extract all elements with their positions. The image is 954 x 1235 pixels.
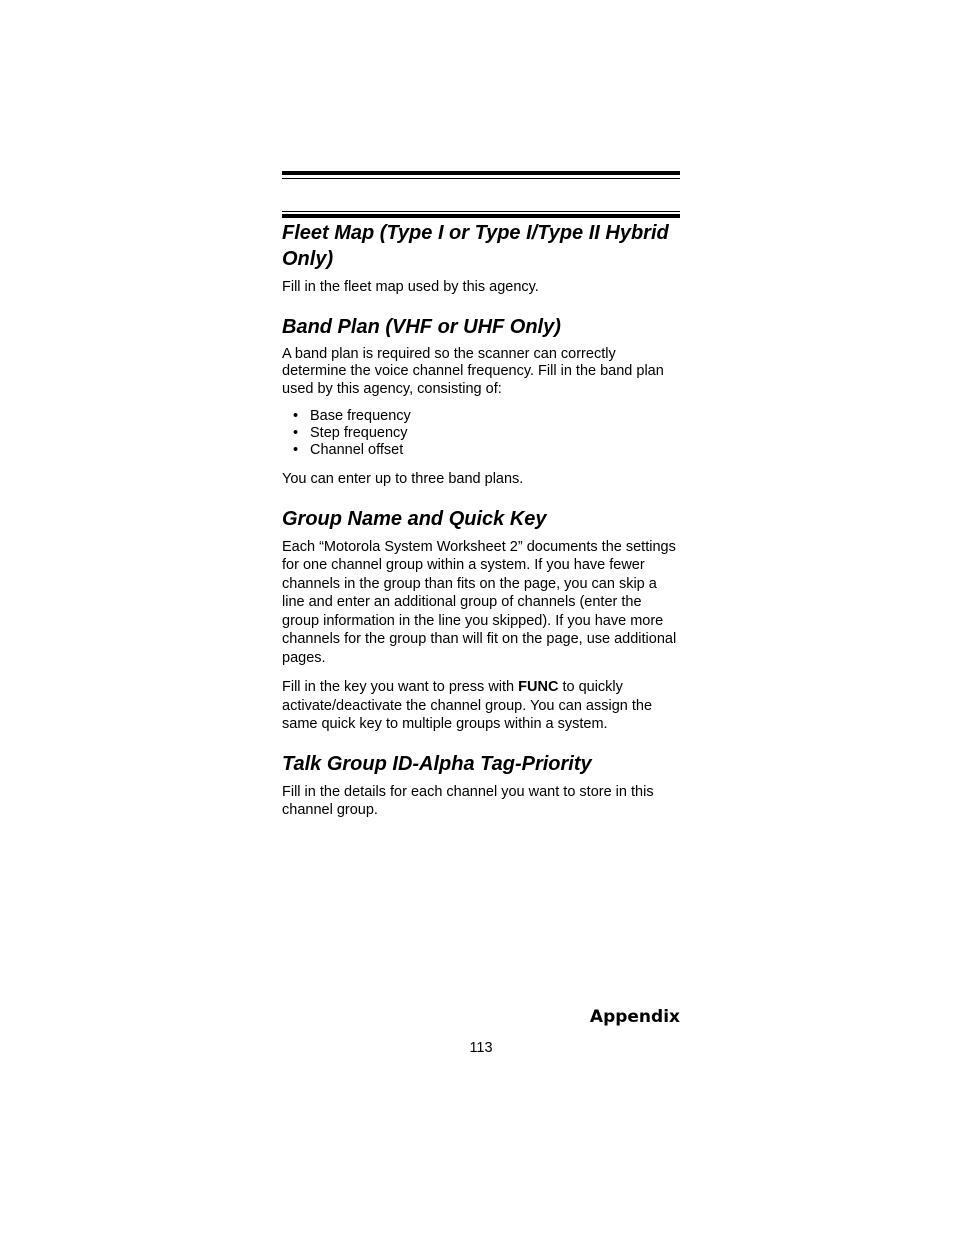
talk-group-heading: Talk Group ID-Alpha Tag-Priority — [282, 752, 592, 775]
func-key-label: FUNC — [518, 679, 559, 695]
group-name-heading: Group Name and Quick Key — [282, 507, 547, 530]
list-item-text: Step frequency — [310, 425, 408, 441]
talk-group-body: Fill in the details for each channel you want to store in this channel group. — [282, 783, 654, 818]
manual-page — [282, 0, 680, 1235]
fleet-map-heading: Fleet Map (Type I or Type I/Type II Hybrid Only) — [282, 222, 669, 270]
para2-text-start: Fill in the key you want to press with — [282, 679, 519, 695]
section-label: Appendix — [589, 1007, 680, 1027]
list-item — [282, 425, 680, 442]
section-rule-thin — [282, 211, 680, 212]
group-name-paragraph-1: Each “Motorola System Worksheet 2” documents the settings for one channel group within a system. If you have fewer channels in the group than fits on the page, you can skip a line and enter an additional group of channels (enter the group information in the line you skipped). If you have more channels for the group than will fit on the page, use additional pages. — [282, 538, 677, 666]
page-content — [282, 219, 680, 820]
fleet-map-body: Fill in the fleet map used by this agency. — [282, 279, 539, 295]
list-item — [282, 442, 680, 459]
header-rule-thin — [282, 178, 680, 179]
band-plan-intro: A band plan is required so the scanner can correctly determine the voice channel frequency. Fill in the band plan used by this agency, consisting of: — [282, 345, 664, 397]
page-number: 113 — [469, 1040, 493, 1056]
para2-text-end: to quickly activate/deactivate the channel group. You can assign the same quick key to multiple groups within a system. — [282, 679, 653, 732]
list-item-text: Channel offset — [310, 442, 404, 458]
bullet-icon: • — [293, 442, 299, 458]
header-rule-thick — [282, 171, 680, 175]
bullet-icon: • — [293, 425, 299, 441]
bullet-icon: • — [293, 408, 299, 424]
list-item-text: Base frequency — [310, 408, 411, 424]
band-plan-heading: Band Plan (VHF or UHF Only) — [282, 315, 561, 338]
band-plan-outro: You can enter up to three band plans. — [282, 471, 524, 487]
section-rule-thick — [282, 214, 680, 218]
band-plan-list — [282, 408, 680, 459]
list-item — [282, 408, 680, 425]
group-name-paragraph-2 — [282, 678, 680, 734]
